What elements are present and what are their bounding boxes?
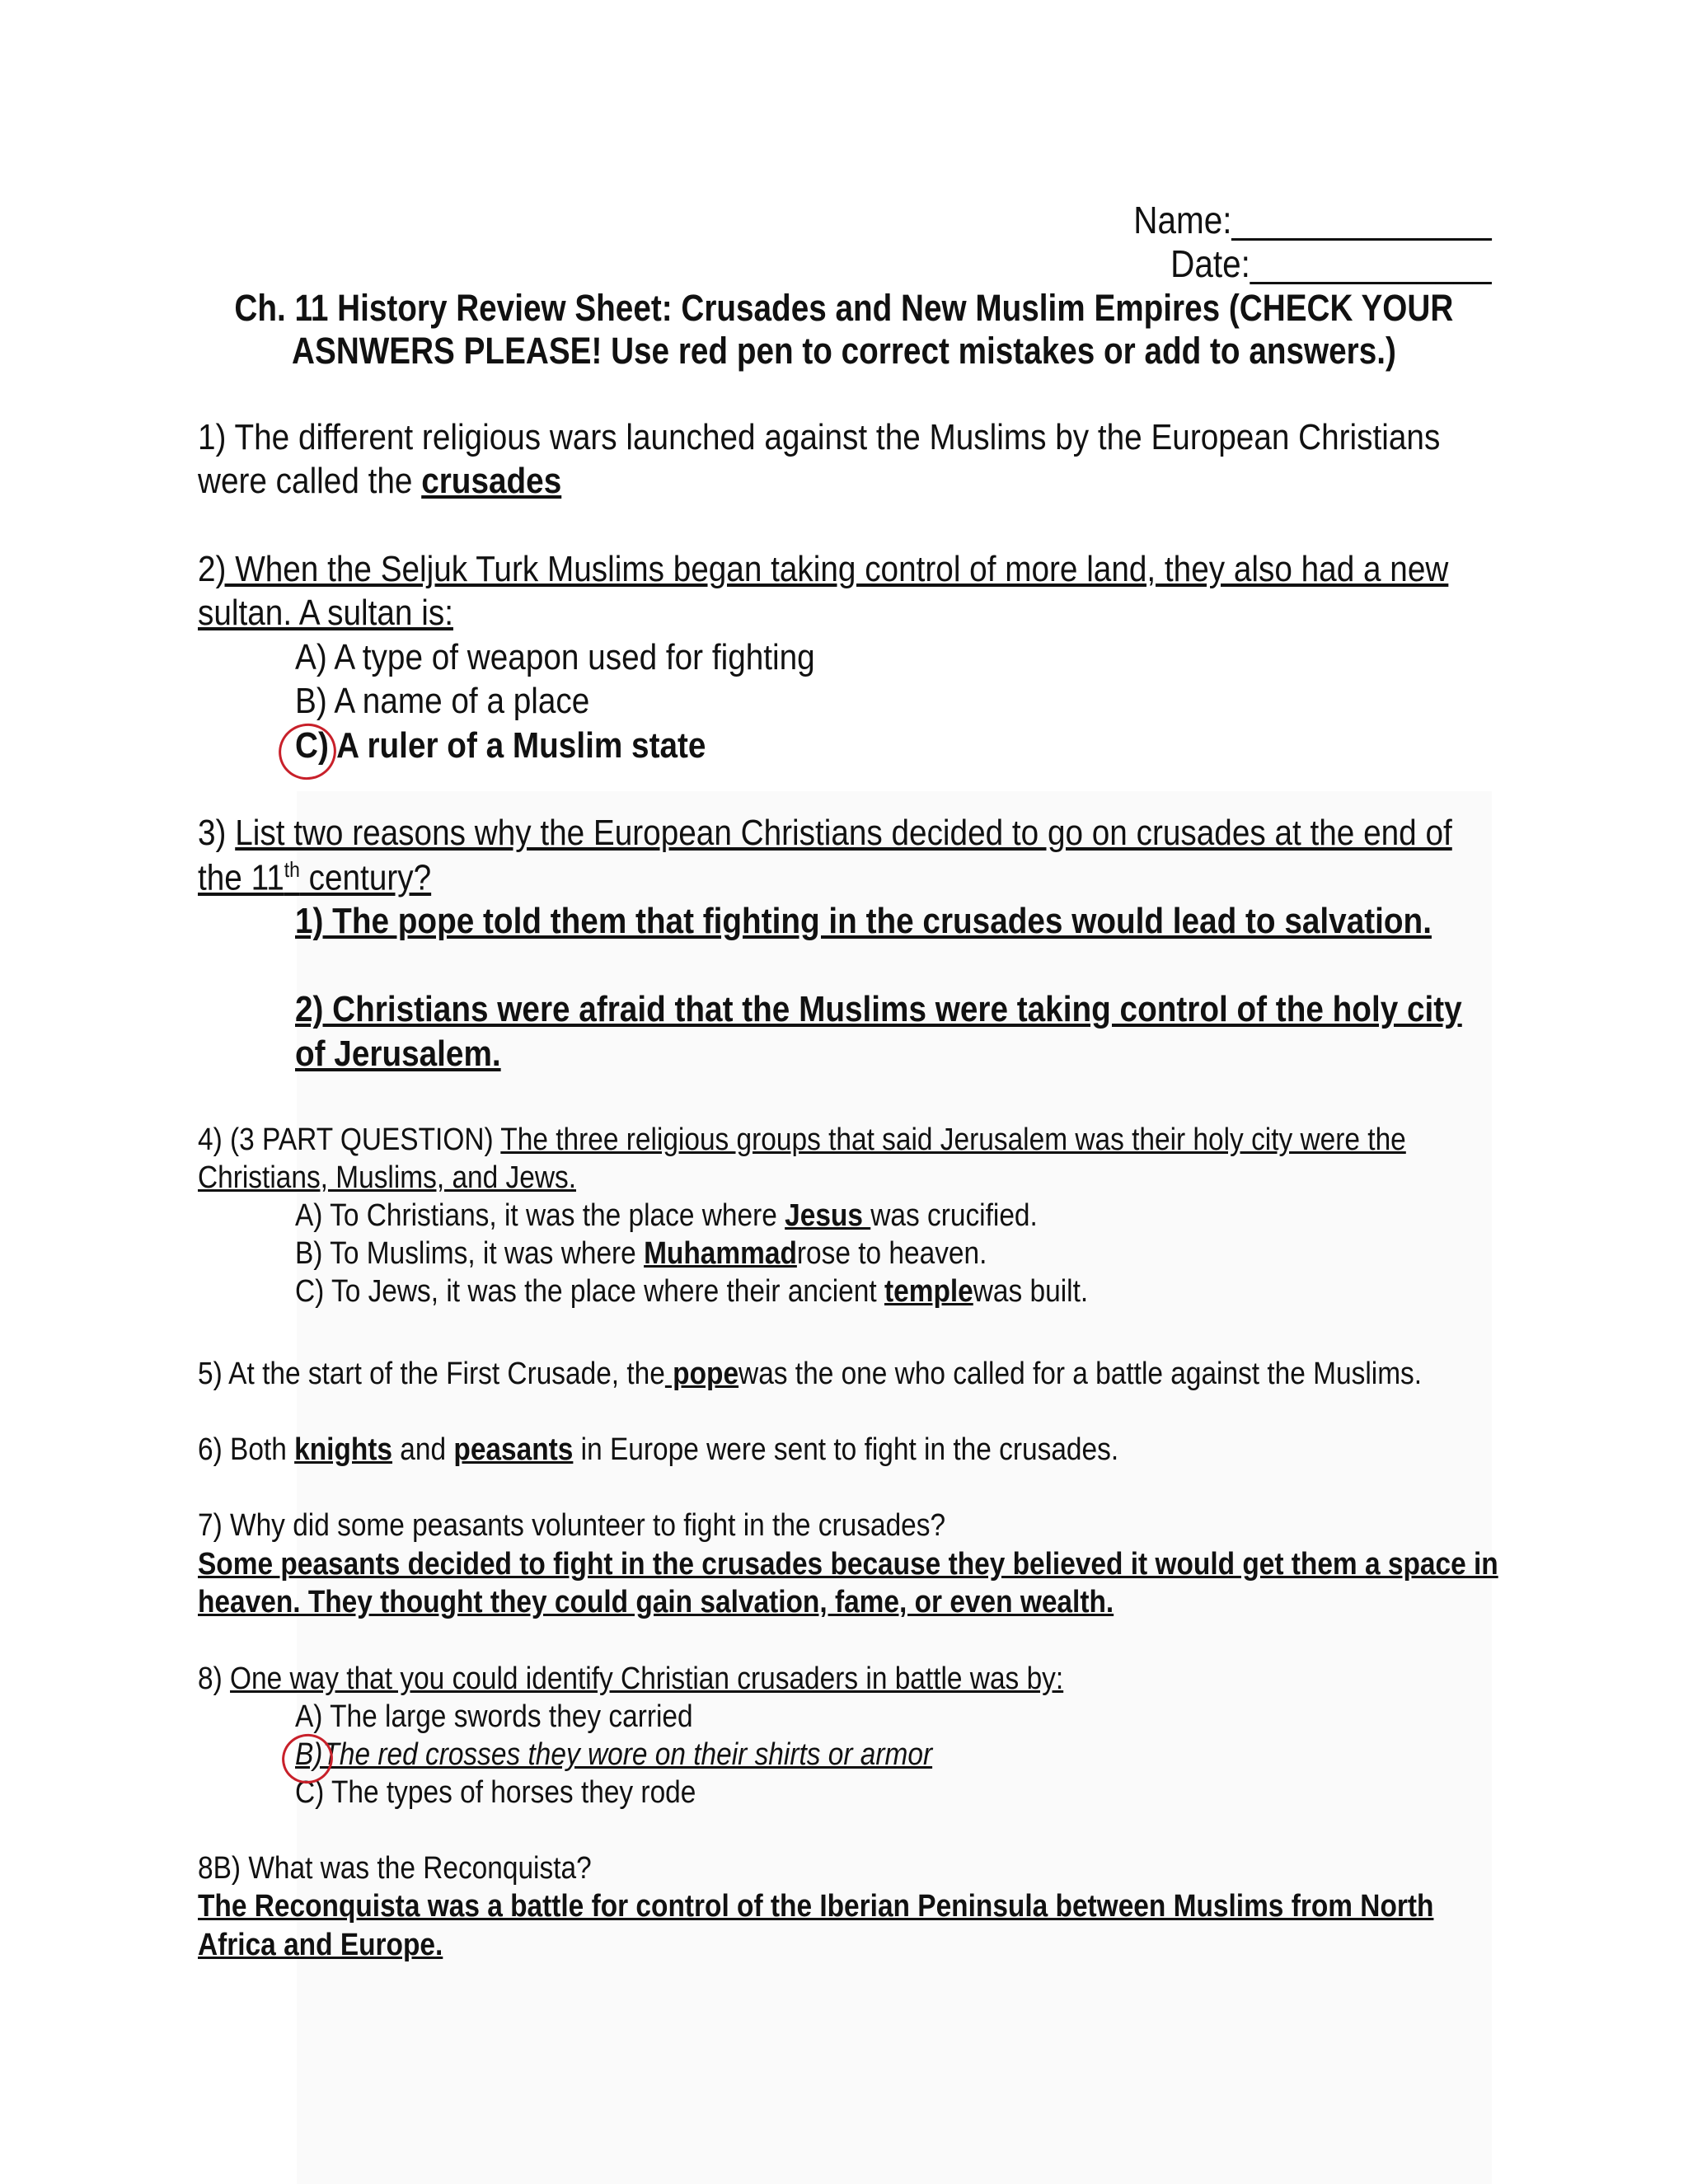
q1-text-line1: 1) The different religious wars launched against the Muslims by the European Christians xyxy=(198,417,1441,457)
q7-question: 7) Why did some peasants volunteer to fight in the crusades? xyxy=(198,1508,946,1543)
q3-answer-2-line1: 2) Christians were afraid that the Muslims were taking control of the holy city xyxy=(295,989,1462,1029)
q4-text-line1: 4) (3 PART QUESTION) The three religious groups that said Jerusalem was their holy city were the xyxy=(198,1122,1406,1157)
q2-text-line1: 2) When the Seljuk Turk Muslims began taking control of more land, they also had a new xyxy=(198,549,1449,589)
q2-text-line2: sultan. A sultan is: xyxy=(198,593,453,633)
sheet-title-line2: ASNWERS PLEASE! Use red pen to correct mistakes or add to answers.) xyxy=(292,330,1396,372)
q8b-question: 8B) What was the Reconquista? xyxy=(198,1851,592,1886)
q4-part-b: B) To Muslims, it was where Muhammadrose to heaven. xyxy=(295,1236,987,1271)
q7-answer-line2: heaven. They thought they could gain salvation, fame, or even wealth. xyxy=(198,1585,1114,1619)
q4-answer-a: Jesus xyxy=(785,1198,871,1233)
q6-text: 6) Both knights and peasants in Europe were sent to fight in the crusades. xyxy=(198,1432,1119,1467)
q3-text-line1: 3) List two reasons why the European Christians decided to go on crusades at the end of xyxy=(198,813,1452,853)
q8-option-b: B)The red crosses they wore on their shirts or armor xyxy=(295,1737,933,1772)
q8-option-a: A) The large swords they carried xyxy=(295,1699,693,1734)
q4-text-line2: Christians, Muslims, and Jews. xyxy=(198,1160,577,1195)
q7-answer-line1: Some peasants decided to fight in the crusades because they believed it would get them a space in xyxy=(198,1547,1498,1582)
q2-option-a: A) A type of weapon used for fighting xyxy=(295,637,815,677)
q6-answer-1: knights xyxy=(294,1432,393,1467)
q4-part-a: A) To Christians, it was the place where Jesus was crucified. xyxy=(295,1198,1038,1233)
name-field: Name:______________ xyxy=(1133,199,1492,241)
q2-option-b: B) A name of a place xyxy=(295,681,590,721)
q8b-answer-line1: The Reconquista was a battle for control of the Iberian Peninsula between Muslims from North xyxy=(198,1889,1434,1924)
q2-option-c: C) A ruler of a Muslim state xyxy=(295,725,706,766)
q1-text-line2: were called the crusades xyxy=(198,461,562,501)
q8b-answer-line2: Africa and Europe. xyxy=(198,1928,443,1962)
q8-option-c: C) The types of horses they rode xyxy=(295,1775,696,1810)
q5-answer: pope xyxy=(664,1357,739,1391)
sheet-title-line1: Ch. 11 History Review Sheet: Crusades and New Muslim Empires (CHECK YOUR xyxy=(234,287,1454,329)
q3-answer-1: 1) The pope told them that fighting in the crusades would lead to salvation. xyxy=(295,901,1432,941)
q4-answer-c: temple xyxy=(884,1274,973,1309)
q3-text-line2: the 11th century? xyxy=(198,857,432,898)
q5-text: 5) At the start of the First Crusade, the popewas the one who called for a battle against the Muslims. xyxy=(198,1357,1423,1391)
q4-answer-b: Muhammad xyxy=(644,1236,797,1271)
q6-answer-2: peasants xyxy=(453,1432,574,1467)
date-field: Date:_____________ xyxy=(1170,242,1492,285)
q3-answer-2-line2: of Jerusalem. xyxy=(295,1033,501,1074)
q1-answer: crusades xyxy=(421,461,562,501)
q8-question: 8) One way that you could identify Christian crusaders in battle was by: xyxy=(198,1661,1064,1696)
q4-part-c: C) To Jews, it was the place where their ancient templewas built. xyxy=(295,1274,1089,1309)
